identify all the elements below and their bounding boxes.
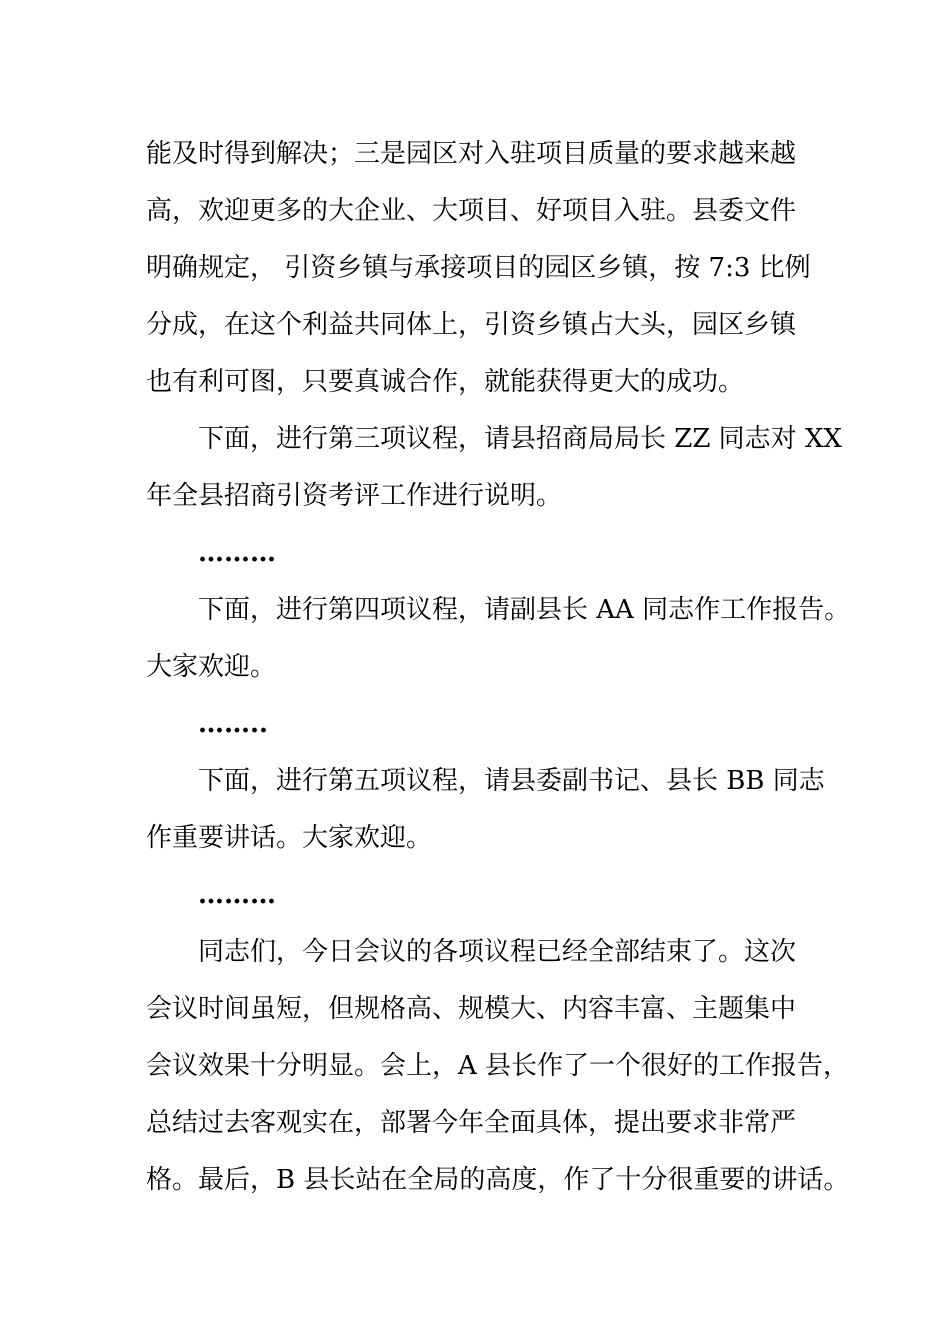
- document-body: [146, 126, 851, 1209]
- paragraph-5-line-1: 同志们，今日会议的各项议程已经全部结束了。这次: [198, 937, 797, 967]
- paragraph-5-line-2: 会议时间虽短，但规格高、规模大、内容丰富、主题集中: [146, 994, 797, 1024]
- paragraph-1-line-5: 也有利可图，只要真诚合作，就能获得更大的成功。: [146, 367, 745, 397]
- ellipsis-1: ………: [198, 538, 276, 568]
- paragraph-5-line-5: 格。最后，B 县长站在全局的高度，作了十分很重要的讲话。: [146, 1165, 850, 1195]
- paragraph-4-line-2: 作重要讲话。大家欢迎。: [146, 823, 433, 853]
- paragraph-3-line-1: 下面，进行第四项议程，请副县长 AA 同志作工作报告。: [198, 595, 851, 625]
- paragraph-5-line-3: 会议效果十分明显。会上，A 县长作了一个很好的工作报告，: [146, 1051, 850, 1081]
- paragraph-4-line-1: 下面，进行第五项议程，请县委副书记、县长 BB 同志: [198, 766, 825, 796]
- paragraph-5-line-4: 总结过去客观实在，部署今年全面具体，提出要求非常严: [146, 1108, 797, 1138]
- ellipsis-2: ……..: [198, 709, 269, 739]
- ellipsis-3: ………: [198, 880, 276, 910]
- paragraph-2-line-2: 年全县招商引资考评工作进行说明。: [146, 481, 563, 511]
- paragraph-2-line-1: 下面，进行第三项议程，请县招商局局长 ZZ 同志对 XX: [198, 424, 842, 454]
- paragraph-1-line-2: 高，欢迎更多的大企业、大项目、好项目入驻。县委文件: [146, 196, 797, 226]
- paragraph-1-line-1: 能及时得到解决；三是园区对入驻项目质量的要求越来越: [146, 139, 797, 169]
- paragraph-3-line-2: 大家欢迎。: [146, 652, 277, 682]
- paragraph-1-line-4: 分成，在这个利益共同体上，引资乡镇占大头，园区乡镇: [146, 310, 797, 340]
- paragraph-1-line-3: 明确规定， 引资乡镇与承接项目的园区乡镇，按 7:3 比例: [146, 253, 811, 283]
